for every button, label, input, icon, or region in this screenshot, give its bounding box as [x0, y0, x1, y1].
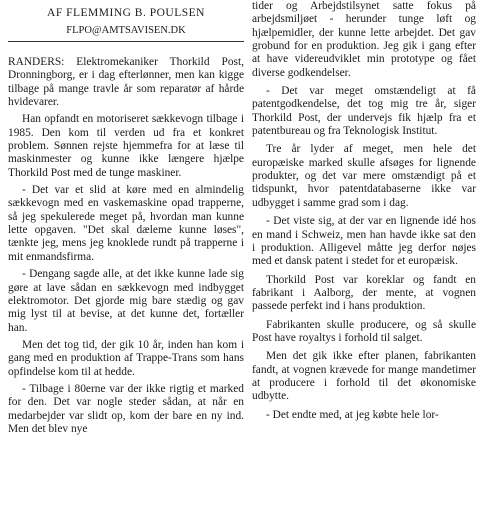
paragraph: tider og Arbejdstilsynet satte fokus på arbejdsmiljøet - herunder tunge løft og hjælpemidler, der kunne lette arbejdet. Det gav grobund for en produktion. Jeg gik i gang efter at have videreudviklet min prototype og fået diverse godkendelser. [252, 0, 476, 79]
byline-divider [8, 41, 244, 42]
paragraph: - Det var meget omstændeligt at få patentgodkendelse, det tog mig tre år, siger Thorkild Post, der undervejs fik hjælp fra et patentbureau og fra Teknologisk Institut. [252, 85, 476, 138]
paragraph: - Dengang sagde alle, at det ikke kunne lade sig gøre at lave sådan en sækkevogn med indbygget elektromotor. Det gjorde mig bare stædig og gav mig lyst til at bevise, at det kunne det, fortæller han. [8, 268, 244, 334]
left-column [8, 0, 244, 528]
paragraph: Han opfandt en motoriseret sækkevogn tilbage i 1985. Den kom til verden ud fra et konkret problem. Sønnen rejste hjemmefra for at læse til maskinmester og kunne ikke længere hjælpe Thorkild Post med de tunge maskiner. [8, 113, 244, 179]
paragraph: RANDERS: Elektromekaniker Thorkild Post, Dronningborg, er i dag efterlønner, men kan kigge tilbage på mange travle år som reparatør af hårde hvidevarer. [8, 56, 244, 109]
paragraph: Men det gik ikke efter planen, fabrikanten fandt, at vognen krævede for mange mandetimer at producere i forhold til det økonomiske udbytte. [252, 350, 476, 403]
paragraph: Thorkild Post var koreklar og fandt en fabrikant i Aalborg, der mente, at vognen passede perfekt ind i hans produktion. [252, 273, 476, 313]
byline: AF FLEMMING B. POULSEN [47, 7, 205, 19]
paragraph: Tre år lyder af meget, men hele det europæiske marked skulle afsøges for lignende produkter, og det var mere omstændigt på et tidspunkt, hvor patentdatabaserne ikke var udbygget i samme grad som i dag. [252, 143, 476, 209]
paragraph: Men det tog tid, der gik 10 år, inden han kom i gang med en produktion af Trappe-Trans som hans opfindelse kom til at hedde. [8, 338, 244, 378]
right-column [252, 0, 476, 528]
paragraph: - Det viste sig, at der var en lignende idé hos en mand i Schweiz, men han havde ikke sat den i produktion. Alligevel måtte jeg derfor nøjes med et dansk patent i stedet for et europæisk. [252, 215, 476, 268]
paragraph: - Det var et slid at køre med en almindelig sækkevogn med en vaskemaskine opad trapperne, så jeg spekulerede meget på, hvordan man kunne lette opgaven. "Det skal dæleme kunne løses", tænkte jeg, mens jeg knoklede rundt på trapperne i mit enmandsfirma. [8, 184, 244, 263]
paragraph: - Det endte med, at jeg købte hele lor- [266, 408, 439, 421]
paragraph: Fabrikanten skulle producere, og så skulle Post have royaltys i forhold til salget. [252, 318, 476, 344]
author-email: FLPO@AMTSAVISEN.DK [66, 25, 186, 36]
paragraph: - Tilbage i 80erne var der ikke rigtig et marked for den. Det var nogle steder sådan, at når en medarbejder var slidt op, kom der bare en ny ind. Men det blev nye [8, 382, 244, 435]
